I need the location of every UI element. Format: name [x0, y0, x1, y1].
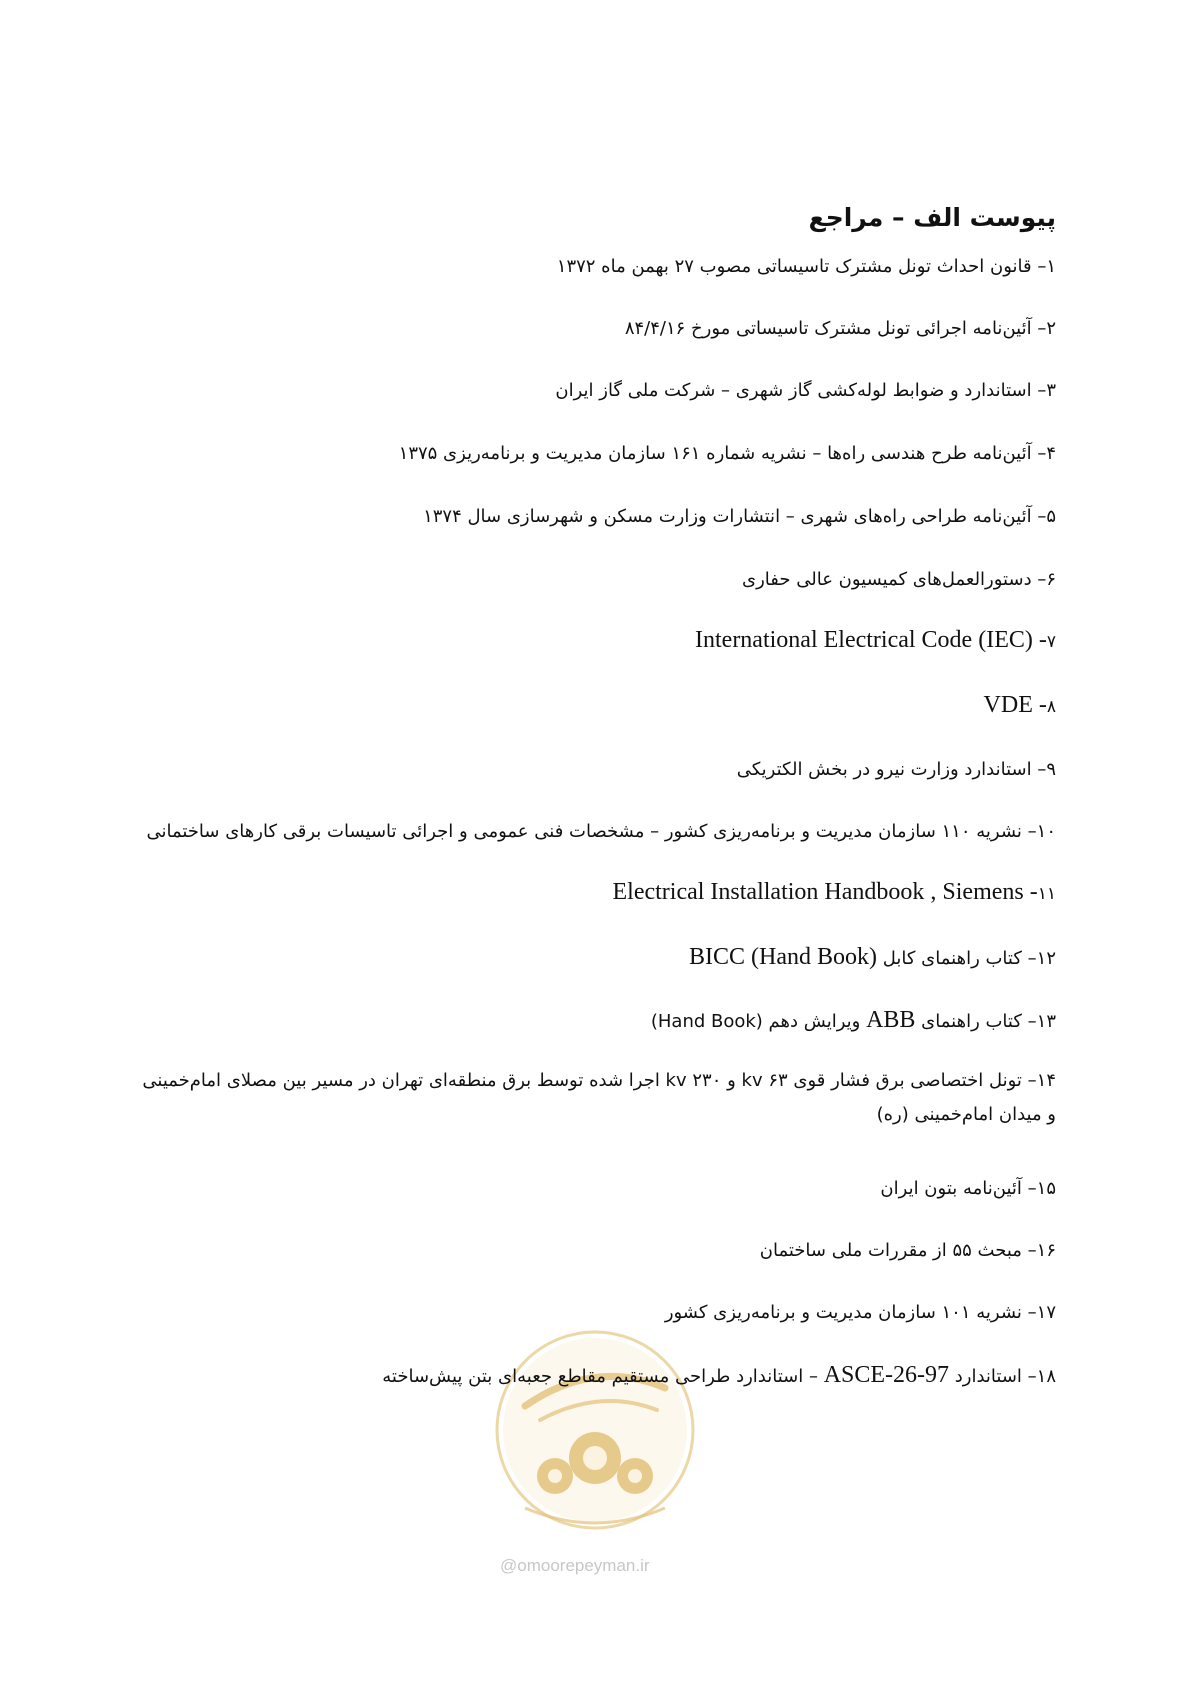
- reference-text-after: ویرایش دهم (Hand Book): [650, 1011, 867, 1032]
- reference-number: ۸: [1046, 697, 1056, 717]
- reference-text: نشریه ۱۱۰ سازمان مدیریت و برنامه‌ریزی کشور – مشخصات فنی عمومی و اجرائی تاسیسات برقی کارهای ساختمانی: [146, 821, 1022, 842]
- reference-text: دستورالعمل‌های کمیسیون عالی حفاری: [742, 569, 1032, 590]
- reference-item-18: ۱۸– استاندارد ASCE-26-97 – استاندارد طراحی مستقیم مقاطع جعبه‌ای بتن پیش‌ساخته: [382, 1362, 1056, 1388]
- reference-text-before: استاندارد: [949, 1366, 1022, 1387]
- reference-number: ۴: [1046, 443, 1056, 464]
- reference-item-11: Electrical Installation Handbook , Siemens -۱۱: [612, 879, 1056, 905]
- reference-number: ۱۳: [1036, 1011, 1056, 1032]
- reference-item-4: ۴– آئین‌نامه طرح هندسی راه‌ها – نشریه شماره ۱۶۱ سازمان مدیریت و برنامه‌ریزی ۱۳۷۵: [398, 443, 1056, 464]
- reference-number: ۶: [1046, 569, 1056, 590]
- reference-text: مبحث ۵۵ از مقررات ملی ساختمان: [759, 1240, 1022, 1261]
- reference-item-7: International Electrical Code (IEC) -۷: [695, 627, 1056, 653]
- reference-text: آئین‌نامه طرح هندسی راه‌ها – نشریه شماره ۱۶۱ سازمان مدیریت و برنامه‌ریزی ۱۳۷۵: [398, 443, 1032, 464]
- reference-item-6: ۶– دستورالعمل‌های کمیسیون عالی حفاری: [742, 569, 1056, 590]
- reference-text: نشریه ۱۰۱ سازمان مدیریت و برنامه‌ریزی کشور: [664, 1302, 1022, 1323]
- reference-number: ۱۸: [1036, 1366, 1056, 1387]
- reference-text: استاندارد و ضوابط لوله‌کشی گاز شهری – شرکت ملی گاز ایران: [555, 380, 1032, 401]
- reference-number: ۱۶: [1036, 1240, 1056, 1261]
- watermark-url: @omoorepeyman.ir: [500, 1556, 650, 1575]
- reference-text: آئین‌نامه اجرائی تونل مشترک تاسیساتی مورخ ۸۴/۴/۱۶: [624, 318, 1032, 339]
- reference-text-after: – استاندارد طراحی مستقیم مقاطع جعبه‌ای بتن پیش‌ساخته: [382, 1366, 824, 1387]
- reference-item-14: ۱۴– تونل اختصاصی برق فشار قوی ۶۳ kv و ۲۳۰ kv اجرا شده توسط برق منطقه‌ای تهران در مسیر بین مصلای امام‌خمینی و میدان امام‌خمینی (ره): [142, 1070, 1056, 1125]
- reference-item-12: ۱۲– کتاب راهنمای کابل BICC (Hand Book): [689, 944, 1056, 970]
- reference-text: International Electrical Code (IEC): [695, 627, 1033, 653]
- reference-item-15: ۱۵– آئین‌نامه بتون ایران: [880, 1178, 1056, 1199]
- reference-item-2: ۲– آئین‌نامه اجرائی تونل مشترک تاسیساتی مورخ ۸۴/۴/۱۶: [624, 318, 1056, 339]
- reference-text: قانون احداث تونل مشترک تاسیساتی مصوب ۲۷ بهمن ماه ۱۳۷۲: [556, 256, 1032, 277]
- reference-text: استاندارد وزارت نیرو در بخش الکتریکی: [736, 759, 1032, 780]
- reference-text-after: (Hand Book): [745, 944, 878, 970]
- reference-text: VDE: [983, 692, 1033, 718]
- reference-number: ۱۷: [1036, 1302, 1056, 1323]
- reference-text: آئین‌نامه بتون ایران: [880, 1178, 1022, 1199]
- reference-item-1: ۱– قانون احداث تونل مشترک تاسیساتی مصوب ۲۷ بهمن ماه ۱۳۷۲: [556, 256, 1056, 277]
- reference-number: ۱۵: [1036, 1178, 1056, 1199]
- reference-item-17: ۱۷– نشریه ۱۰۱ سازمان مدیریت و برنامه‌ریزی کشور: [664, 1302, 1056, 1323]
- reference-item-5: ۵– آئین‌نامه طراحی راه‌های شهری – انتشارات وزارت مسکن و شهرسازی سال ۱۳۷۴: [423, 506, 1056, 527]
- reference-text-before: کتاب راهنمای کابل: [877, 948, 1022, 969]
- reference-number: ۱۱: [1037, 884, 1056, 904]
- reference-latin-term: BICC: [689, 944, 746, 970]
- reference-text: آئین‌نامه طراحی راه‌های شهری – انتشارات وزارت مسکن و شهرسازی سال ۱۳۷۴: [423, 506, 1032, 527]
- reference-text: تونل اختصاصی برق فشار قوی ۶۳ kv و ۲۳۰ kv اجرا شده توسط برق منطقه‌ای تهران در مسیر بین مصلای امام‌خمینی و میدان امام‌خمینی (ره): [142, 1070, 1056, 1125]
- reference-item-9: ۹– استاندارد وزارت نیرو در بخش الکتریکی: [736, 759, 1056, 780]
- reference-number: ۹: [1046, 759, 1056, 780]
- reference-number: ۱۲: [1036, 948, 1056, 969]
- reference-item-16: ۱۶– مبحث ۵۵ از مقررات ملی ساختمان: [759, 1240, 1056, 1261]
- reference-item-10: ۱۰– نشریه ۱۱۰ سازمان مدیریت و برنامه‌ریزی کشور – مشخصات فنی عمومی و اجرائی تاسیسات برقی کارهای ساختمانی: [146, 821, 1056, 842]
- reference-number: ۱۰: [1036, 821, 1056, 842]
- reference-number: ۵: [1046, 506, 1056, 527]
- reference-item-3: ۳– استاندارد و ضوابط لوله‌کشی گاز شهری – شرکت ملی گاز ایران: [555, 380, 1056, 401]
- reference-text-before: کتاب راهنمای: [915, 1011, 1022, 1032]
- reference-number: ۷: [1046, 632, 1056, 652]
- reference-latin-term: ABB: [866, 1007, 916, 1033]
- reference-text: Electrical Installation Handbook , Siemens: [612, 879, 1024, 905]
- watermark-logo: [485, 1318, 705, 1578]
- reference-number: ۲: [1046, 318, 1056, 339]
- reference-item-13: ۱۳– کتاب راهنمای ABB ویرایش دهم (Hand Book): [650, 1007, 1056, 1033]
- appendix-title: پیوست الف – مراجع: [808, 203, 1056, 232]
- reference-item-8: VDE -۸: [983, 692, 1056, 718]
- reference-latin-term: ASCE-26-97: [823, 1362, 950, 1388]
- reference-number: ۱۴: [1036, 1070, 1056, 1091]
- reference-number: ۱: [1046, 256, 1056, 277]
- reference-number: ۳: [1046, 380, 1056, 401]
